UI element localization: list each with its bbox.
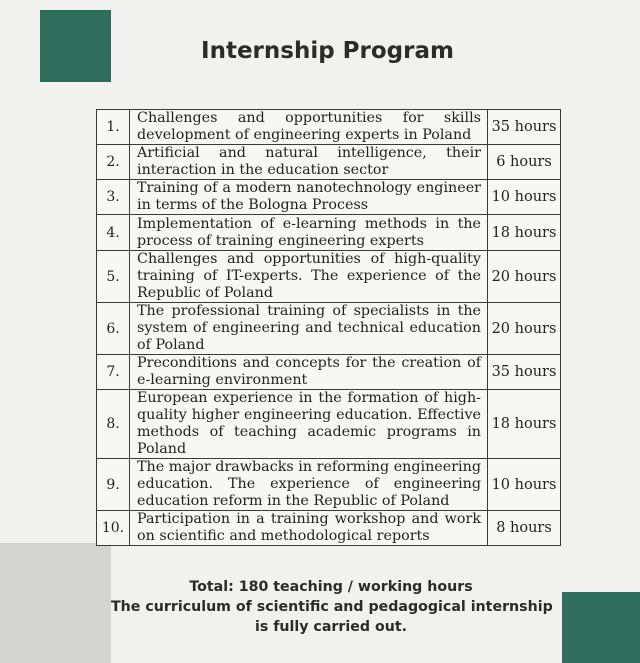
page-title: Internship Program (201, 38, 454, 64)
program-table (96, 109, 561, 546)
row-number: 1. (97, 110, 130, 145)
row-number: 8. (97, 390, 130, 459)
table-row (97, 303, 561, 355)
row-hours: 8 hours (488, 511, 561, 546)
row-number: 6. (97, 303, 130, 355)
table-row (97, 355, 561, 390)
row-hours: 20 hours (488, 251, 561, 303)
table-row (97, 390, 561, 459)
row-topic: The professional training of specialists in the system of engineering and technical education of Poland (130, 303, 488, 355)
grey-panel-bottom-left (0, 543, 111, 663)
table-row (97, 145, 561, 180)
curriculum-text-line-1: The curriculum of scientific and pedagogical internship (111, 599, 553, 615)
table-row (97, 459, 561, 511)
row-hours: 35 hours (488, 110, 561, 145)
row-hours: 10 hours (488, 459, 561, 511)
total-hours-text: Total: 180 teaching / working hours (189, 579, 473, 595)
row-number: 9. (97, 459, 130, 511)
row-hours: 35 hours (488, 355, 561, 390)
row-topic: Training of a modern nanotechnology engineer in terms of the Bologna Process (130, 180, 488, 215)
green-square-bottom-right (562, 592, 640, 663)
row-topic: Challenges and opportunities of high-quality training of IT-experts. The experience of the Republic of Poland (130, 251, 488, 303)
row-number: 7. (97, 355, 130, 390)
row-number: 10. (97, 511, 130, 546)
row-hours: 18 hours (488, 390, 561, 459)
curriculum-text-line-2: is fully carried out. (254, 619, 407, 635)
table-row (97, 180, 561, 215)
row-hours: 20 hours (488, 303, 561, 355)
row-topic: Participation in a training workshop and work on scientific and methodological reports (130, 511, 488, 546)
row-number: 3. (97, 180, 130, 215)
row-topic: Artificial and natural intelligence, their interaction in the education sector (130, 145, 488, 180)
row-number: 5. (97, 251, 130, 303)
row-hours: 6 hours (488, 145, 561, 180)
row-topic: Preconditions and concepts for the creation of e-learning environment (130, 355, 488, 390)
table-row (97, 110, 561, 145)
row-topic: European experience in the formation of high-quality higher engineering education. Effective methods of teaching academic programs in Poland (130, 390, 488, 459)
row-topic: Implementation of e-learning methods in the process of training engineering experts (130, 215, 488, 251)
table-row (97, 511, 561, 546)
row-hours: 18 hours (488, 215, 561, 251)
row-number: 4. (97, 215, 130, 251)
footer-summary (111, 577, 551, 637)
row-topic: The major drawbacks in reforming engineering education. The experience of engineering education reform in the Republic of Poland (130, 459, 488, 511)
program-table-body (97, 110, 561, 546)
row-number: 2. (97, 145, 130, 180)
table-row (97, 251, 561, 303)
row-hours: 10 hours (488, 180, 561, 215)
row-topic: Challenges and opportunities for skills development of engineering experts in Poland (130, 110, 488, 145)
table-row (97, 215, 561, 251)
